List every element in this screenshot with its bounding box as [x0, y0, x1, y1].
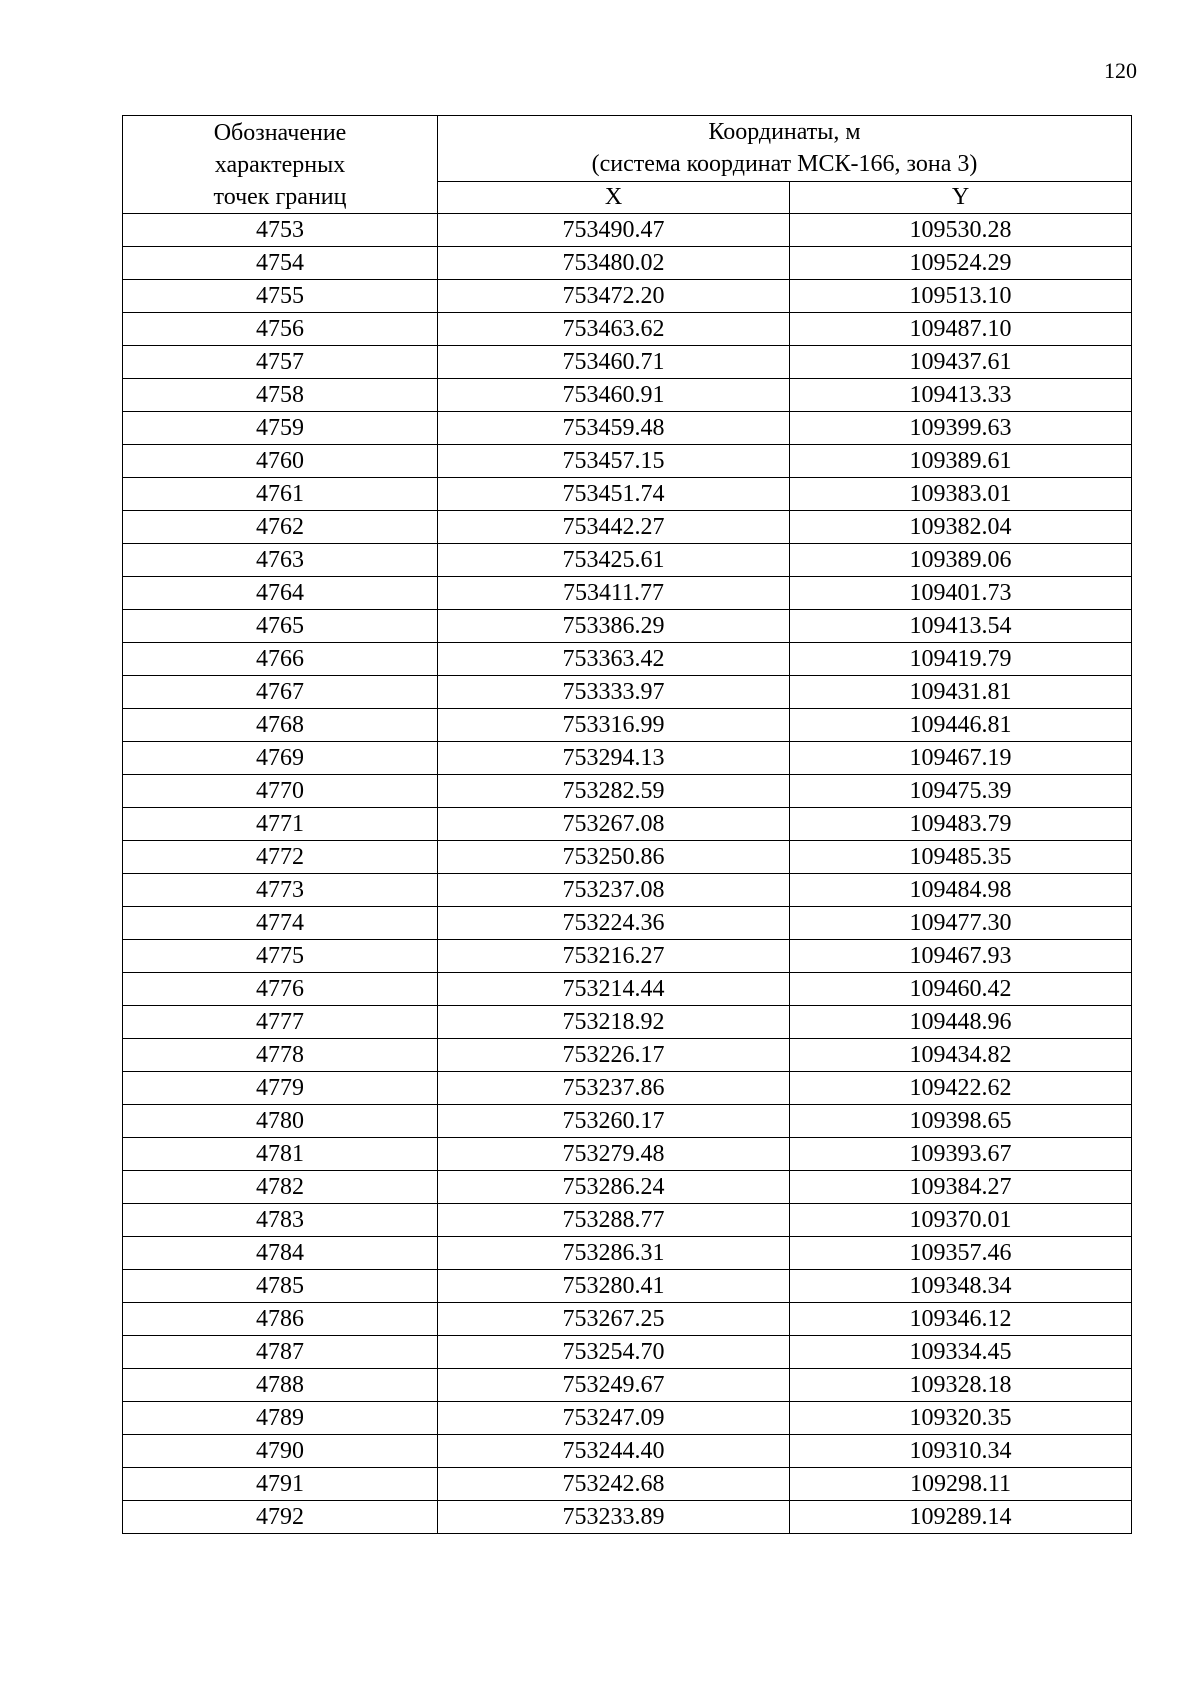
point-number-cell: 4782	[123, 1171, 438, 1204]
y-coordinate-cell: 109328.18	[790, 1369, 1132, 1402]
point-number-cell: 4787	[123, 1336, 438, 1369]
point-number-cell: 4768	[123, 709, 438, 742]
table-row	[123, 1039, 1132, 1072]
point-number-cell: 4774	[123, 907, 438, 940]
x-coordinate-cell: 753218.92	[438, 1006, 790, 1039]
x-coordinate-cell: 753288.77	[438, 1204, 790, 1237]
x-coordinate-cell: 753386.29	[438, 610, 790, 643]
point-number-cell: 4772	[123, 841, 438, 874]
x-coordinate-cell: 753267.25	[438, 1303, 790, 1336]
point-number-cell: 4763	[123, 544, 438, 577]
y-coordinate-cell: 109422.62	[790, 1072, 1132, 1105]
table-row	[123, 1072, 1132, 1105]
table-row	[123, 709, 1132, 742]
x-coordinate-cell: 753459.48	[438, 412, 790, 445]
table-row	[123, 907, 1132, 940]
point-number-cell: 4760	[123, 445, 438, 478]
y-coordinate-cell: 109530.28	[790, 214, 1132, 247]
table-row	[123, 742, 1132, 775]
y-coordinate-cell: 109398.65	[790, 1105, 1132, 1138]
table-row	[123, 379, 1132, 412]
table-row	[123, 643, 1132, 676]
x-coordinate-cell: 753233.89	[438, 1501, 790, 1534]
y-coordinate-cell: 109357.46	[790, 1237, 1132, 1270]
table-row	[123, 1237, 1132, 1270]
y-coordinate-cell: 109334.45	[790, 1336, 1132, 1369]
table-row	[123, 214, 1132, 247]
table-row	[123, 808, 1132, 841]
point-number-cell: 4766	[123, 643, 438, 676]
x-coordinate-cell: 753457.15	[438, 445, 790, 478]
point-designation-header	[123, 116, 438, 214]
point-header-line: Обозначение	[213, 120, 347, 146]
table-row	[123, 280, 1132, 313]
x-coordinate-cell: 753237.86	[438, 1072, 790, 1105]
coordinates-table	[122, 115, 1132, 1534]
coordinates-system: (система координат МСК-166, зона 3)	[591, 151, 978, 178]
coordinates-title: Координаты, м	[708, 119, 861, 146]
point-number-cell: 4754	[123, 247, 438, 280]
table-row	[123, 1369, 1132, 1402]
x-coordinate-cell: 753460.91	[438, 379, 790, 412]
table-row	[123, 1270, 1132, 1303]
x-coordinate-cell: 753260.17	[438, 1105, 790, 1138]
x-coordinate-cell: 753250.86	[438, 841, 790, 874]
y-coordinate-cell: 109348.34	[790, 1270, 1132, 1303]
table-row	[123, 610, 1132, 643]
point-number-cell: 4781	[123, 1138, 438, 1171]
table-row	[123, 346, 1132, 379]
table-row	[123, 973, 1132, 1006]
y-coordinate-cell: 109399.63	[790, 412, 1132, 445]
y-coordinate-cell: 109477.30	[790, 907, 1132, 940]
point-number-cell: 4762	[123, 511, 438, 544]
point-number-cell: 4770	[123, 775, 438, 808]
y-coordinate-cell: 109483.79	[790, 808, 1132, 841]
y-coordinate-cell: 109413.54	[790, 610, 1132, 643]
table-row	[123, 1402, 1132, 1435]
page-number: 120	[1104, 58, 1137, 83]
x-coordinate-cell: 753242.68	[438, 1468, 790, 1501]
x-coordinate-cell: 753451.74	[438, 478, 790, 511]
point-number-cell: 4764	[123, 577, 438, 610]
table-row	[123, 412, 1132, 445]
table-row	[123, 445, 1132, 478]
y-coordinate-cell: 109310.34	[790, 1435, 1132, 1468]
x-coordinate-cell: 753425.61	[438, 544, 790, 577]
y-coordinate-cell: 109413.33	[790, 379, 1132, 412]
y-coordinate-cell: 109370.01	[790, 1204, 1132, 1237]
table-row	[123, 1336, 1132, 1369]
table-row	[123, 544, 1132, 577]
table-row	[123, 676, 1132, 709]
x-coordinate-cell: 753286.24	[438, 1171, 790, 1204]
x-coordinate-cell: 753463.62	[438, 313, 790, 346]
point-number-cell: 4758	[123, 379, 438, 412]
y-coordinate-cell: 109298.11	[790, 1468, 1132, 1501]
point-number-cell: 4765	[123, 610, 438, 643]
y-coordinate-cell: 109434.82	[790, 1039, 1132, 1072]
point-number-cell: 4757	[123, 346, 438, 379]
table-body	[123, 214, 1132, 1534]
point-number-cell: 4777	[123, 1006, 438, 1039]
y-coordinate-cell: 109524.29	[790, 247, 1132, 280]
y-coordinate-cell: 109346.12	[790, 1303, 1132, 1336]
point-number-cell: 4773	[123, 874, 438, 907]
point-number-cell: 4791	[123, 1468, 438, 1501]
table-row	[123, 313, 1132, 346]
point-number-cell: 4775	[123, 940, 438, 973]
x-coordinate-cell: 753214.44	[438, 973, 790, 1006]
x-coordinate-cell: 753247.09	[438, 1402, 790, 1435]
y-coordinate-cell: 109419.79	[790, 643, 1132, 676]
point-number-cell: 4783	[123, 1204, 438, 1237]
point-number-cell: 4792	[123, 1501, 438, 1534]
y-coordinate-cell: 109389.06	[790, 544, 1132, 577]
table-row	[123, 1204, 1132, 1237]
x-coordinate-cell: 753237.08	[438, 874, 790, 907]
x-coordinate-cell: 753216.27	[438, 940, 790, 973]
table-row	[123, 1303, 1132, 1336]
table-row	[123, 940, 1132, 973]
point-number-cell: 4755	[123, 280, 438, 313]
y-coordinate-cell: 109475.39	[790, 775, 1132, 808]
x-coordinate-cell: 753244.40	[438, 1435, 790, 1468]
point-number-cell: 4778	[123, 1039, 438, 1072]
y-coordinate-cell: 109384.27	[790, 1171, 1132, 1204]
y-coordinate-cell: 109448.96	[790, 1006, 1132, 1039]
table-row	[123, 1171, 1132, 1204]
x-column-header: X	[438, 181, 790, 213]
x-coordinate-cell: 753363.42	[438, 643, 790, 676]
point-number-cell: 4767	[123, 676, 438, 709]
y-coordinate-cell: 109467.19	[790, 742, 1132, 775]
table-header	[123, 116, 1132, 214]
point-number-cell: 4771	[123, 808, 438, 841]
header-row-top	[123, 116, 1132, 182]
x-coordinate-cell: 753280.41	[438, 1270, 790, 1303]
point-number-cell: 4786	[123, 1303, 438, 1336]
point-number-cell: 4790	[123, 1435, 438, 1468]
point-number-cell: 4780	[123, 1105, 438, 1138]
y-coordinate-cell: 109467.93	[790, 940, 1132, 973]
x-coordinate-cell: 753333.97	[438, 676, 790, 709]
table-row	[123, 511, 1132, 544]
y-coordinate-cell: 109513.10	[790, 280, 1132, 313]
x-coordinate-cell: 753286.31	[438, 1237, 790, 1270]
x-coordinate-cell: 753490.47	[438, 214, 790, 247]
y-coordinate-cell: 109485.35	[790, 841, 1132, 874]
coordinates-header	[438, 116, 1132, 182]
table-row	[123, 1435, 1132, 1468]
y-coordinate-cell: 109320.35	[790, 1402, 1132, 1435]
x-coordinate-cell: 753249.67	[438, 1369, 790, 1402]
y-coordinate-cell: 109401.73	[790, 577, 1132, 610]
point-number-cell: 4779	[123, 1072, 438, 1105]
x-coordinate-cell: 753282.59	[438, 775, 790, 808]
x-coordinate-cell: 753279.48	[438, 1138, 790, 1171]
x-coordinate-cell: 753254.70	[438, 1336, 790, 1369]
point-number-cell: 4759	[123, 412, 438, 445]
point-number-cell: 4789	[123, 1402, 438, 1435]
table-row	[123, 1006, 1132, 1039]
point-number-cell: 4776	[123, 973, 438, 1006]
y-column-header: Y	[790, 181, 1132, 213]
point-number-cell: 4756	[123, 313, 438, 346]
y-coordinate-cell: 109289.14	[790, 1501, 1132, 1534]
y-coordinate-cell: 109460.42	[790, 973, 1132, 1006]
point-number-cell: 4788	[123, 1369, 438, 1402]
point-header-line: точек границ	[213, 184, 347, 210]
table-row	[123, 1501, 1132, 1534]
x-coordinate-cell: 753316.99	[438, 709, 790, 742]
y-coordinate-cell: 109393.67	[790, 1138, 1132, 1171]
point-number-cell: 4769	[123, 742, 438, 775]
y-coordinate-cell: 109389.61	[790, 445, 1132, 478]
y-coordinate-cell: 109446.81	[790, 709, 1132, 742]
table-row	[123, 247, 1132, 280]
x-coordinate-cell: 753472.20	[438, 280, 790, 313]
table-row	[123, 1468, 1132, 1501]
table-row	[123, 577, 1132, 610]
table-row	[123, 1138, 1132, 1171]
x-coordinate-cell: 753224.36	[438, 907, 790, 940]
table-row	[123, 1105, 1132, 1138]
y-coordinate-cell: 109437.61	[790, 346, 1132, 379]
x-coordinate-cell: 753460.71	[438, 346, 790, 379]
point-number-cell: 4753	[123, 214, 438, 247]
x-coordinate-cell: 753411.77	[438, 577, 790, 610]
point-number-cell: 4761	[123, 478, 438, 511]
y-coordinate-cell: 109383.01	[790, 478, 1132, 511]
y-coordinate-cell: 109431.81	[790, 676, 1132, 709]
table-row	[123, 478, 1132, 511]
x-coordinate-cell: 753294.13	[438, 742, 790, 775]
x-coordinate-cell: 753267.08	[438, 808, 790, 841]
table-row	[123, 874, 1132, 907]
point-number-cell: 4785	[123, 1270, 438, 1303]
x-coordinate-cell: 753226.17	[438, 1039, 790, 1072]
table-row	[123, 841, 1132, 874]
point-header-line: характерных	[214, 152, 346, 178]
x-coordinate-cell: 753480.02	[438, 247, 790, 280]
x-coordinate-cell: 753442.27	[438, 511, 790, 544]
y-coordinate-cell: 109484.98	[790, 874, 1132, 907]
table-row	[123, 775, 1132, 808]
y-coordinate-cell: 109487.10	[790, 313, 1132, 346]
y-coordinate-cell: 109382.04	[790, 511, 1132, 544]
point-number-cell: 4784	[123, 1237, 438, 1270]
